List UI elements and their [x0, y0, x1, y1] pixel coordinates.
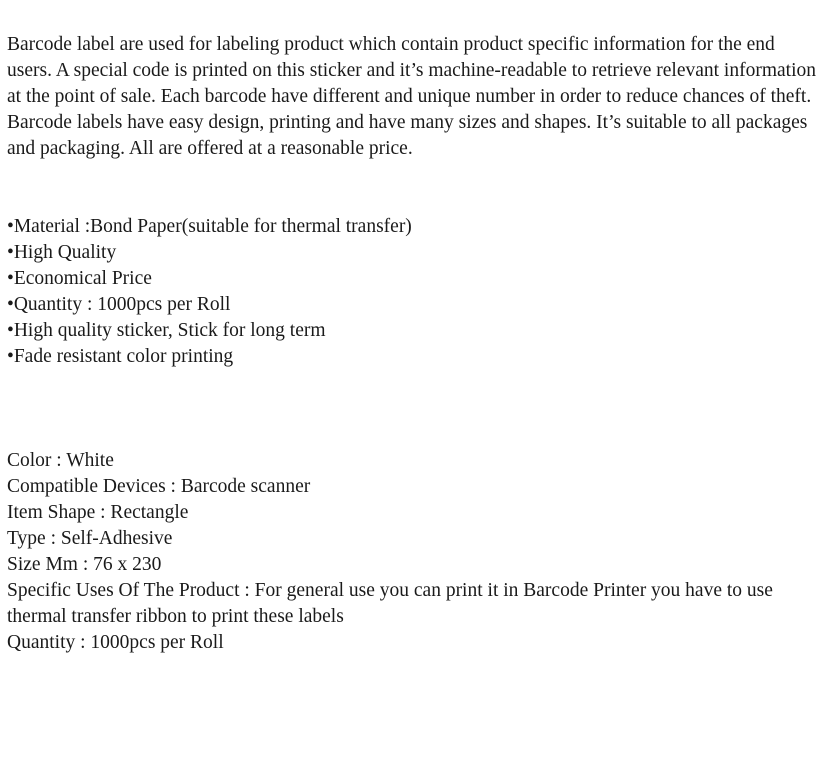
feature-item: •Material :Bond Paper(suitable for thermal transfer): [7, 216, 412, 237]
spec-quantity: Quantity : 1000pcs per Roll: [7, 632, 224, 653]
spec-compatible-devices: Compatible Devices : Barcode scanner: [7, 476, 311, 497]
spec-size: Size Mm : 76 x 230: [7, 554, 162, 575]
feature-list: [7, 214, 819, 370]
spacer: [7, 370, 819, 448]
spec-color: Color : White: [7, 450, 114, 471]
spec-item-shape: Item Shape : Rectangle: [7, 502, 189, 523]
description-paragraph: Barcode label are used for labeling product which contain product specific information for the end users. A special code is printed on this sticker and it’s machine-readable to retrieve relevant information at the point of sale. Each barcode have different and unique number in order to reduce chances of theft. Barcode labels have easy design, printing and have many sizes and shapes. It’s suitable to all packages and packaging. All are offered at a reasonable price.: [7, 34, 816, 159]
feature-item: •High quality sticker, Stick for long term: [7, 320, 326, 341]
spec-type: Type : Self-Adhesive: [7, 528, 173, 549]
product-description-page: [7, 32, 819, 656]
spec-specific-uses: Specific Uses Of The Product : For general use you can print it in Barcode Printer you have to use thermal transfer ribbon to print these labels: [7, 580, 773, 627]
feature-item: •Quantity : 1000pcs per Roll: [7, 294, 231, 315]
feature-item: •Fade resistant color printing: [7, 346, 234, 367]
spec-list: [7, 448, 819, 656]
spacer: [7, 162, 819, 214]
feature-item: •Economical Price: [7, 268, 152, 289]
feature-item: •High Quality: [7, 242, 117, 263]
